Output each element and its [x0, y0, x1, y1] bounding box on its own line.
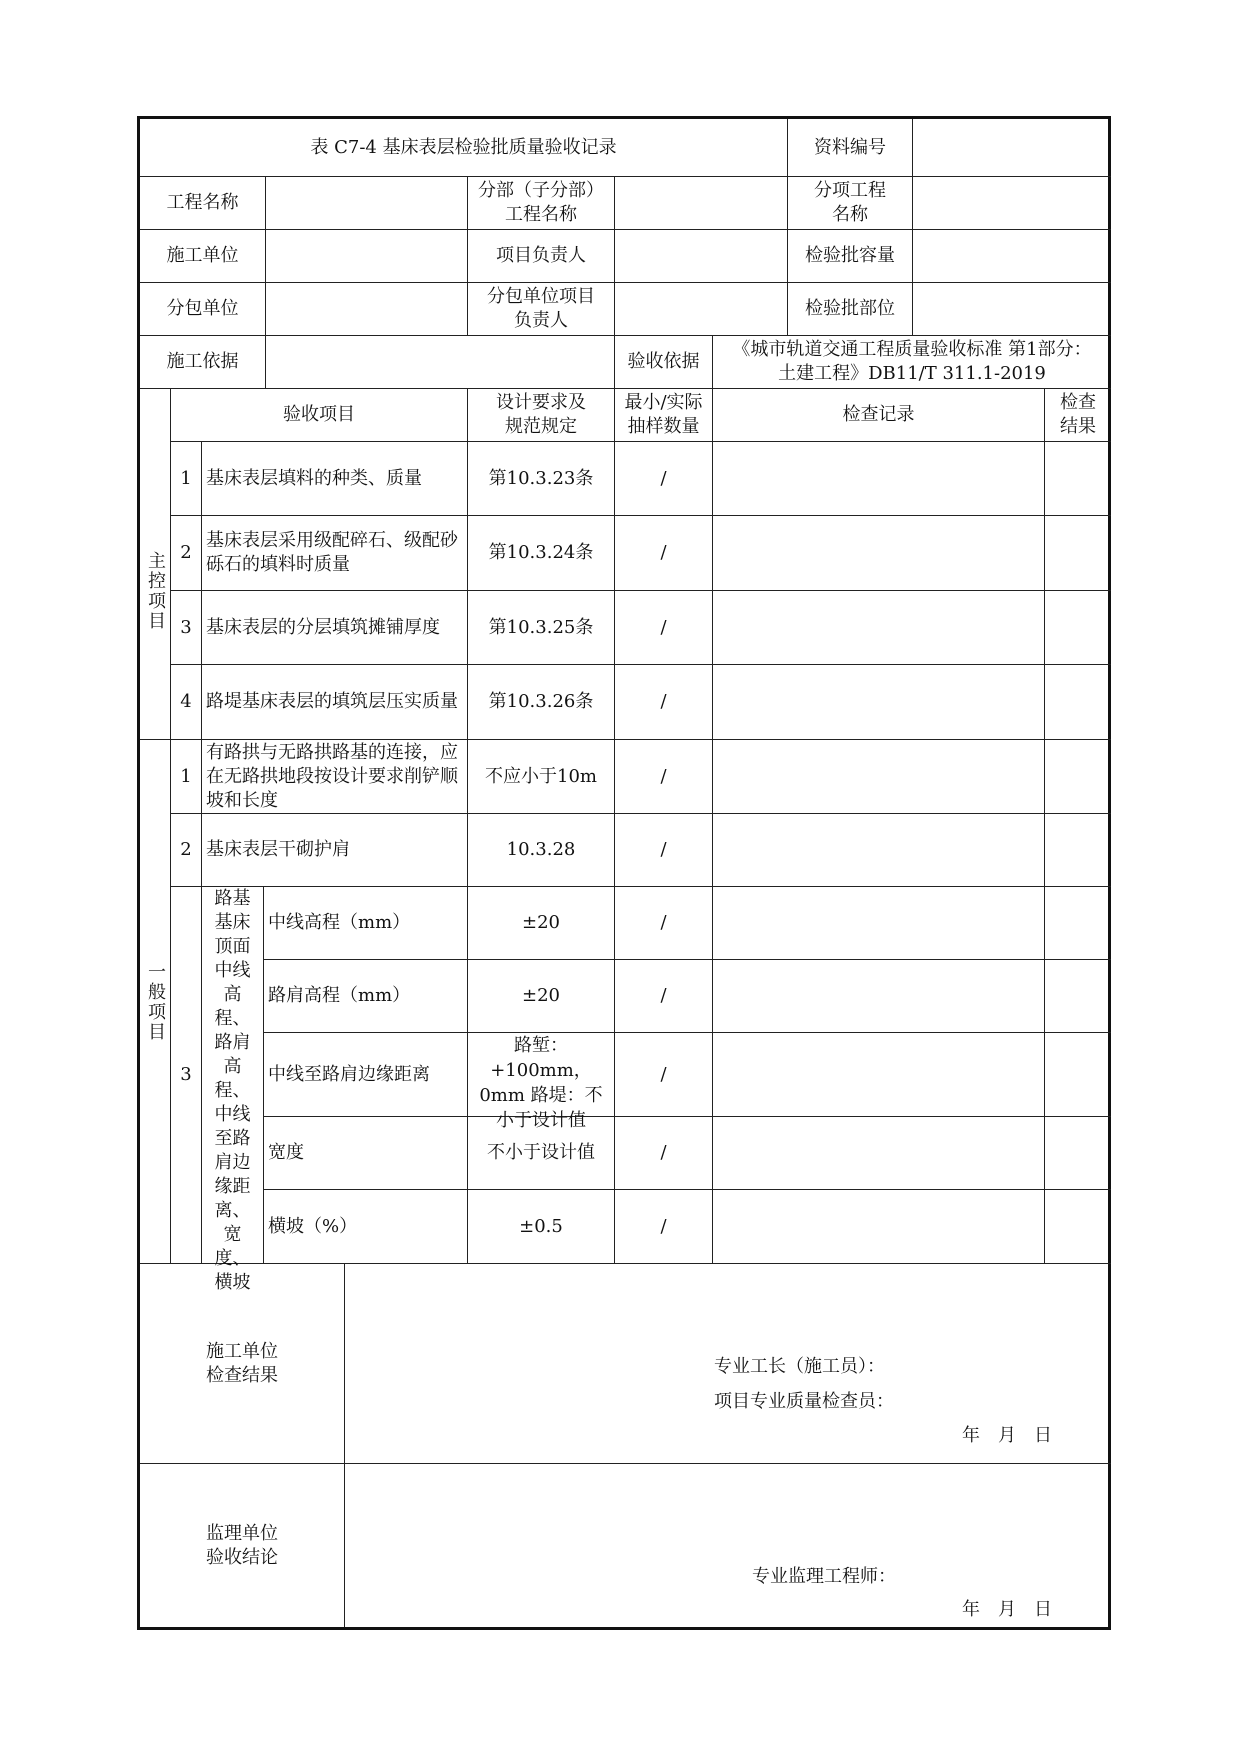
batch-capacity-label: 检验批容量 [788, 230, 913, 283]
col-result [1045, 389, 1111, 442]
main-row-3-result[interactable] [1045, 591, 1111, 665]
main-row-4-record[interactable] [713, 665, 1045, 740]
sub-row-1-req: ±20 [468, 887, 615, 960]
col-result-line-2: 结果 [1060, 416, 1096, 437]
sub-row-5-sample[interactable]: / [615, 1190, 713, 1264]
general-row-2-record[interactable] [713, 814, 1045, 887]
sub-row-3-result[interactable] [1045, 1033, 1111, 1117]
header-spacer [140, 389, 171, 442]
general-row-1-no: 1 [171, 740, 202, 814]
sub-row-5-record[interactable] [713, 1190, 1045, 1264]
sub-row-1-record[interactable] [713, 887, 1045, 960]
main-row-1-no: 1 [171, 442, 202, 516]
sub-division-label [468, 177, 615, 230]
main-row-4-no: 4 [171, 665, 202, 740]
construction-basis-field[interactable] [266, 336, 615, 389]
main-row-1-record[interactable] [713, 442, 1045, 516]
col-requirement-line-2: 规范规定 [505, 416, 577, 437]
main-row-3-sample[interactable]: / [615, 591, 713, 665]
general-row-2-req: 10.3.28 [468, 814, 615, 887]
project-name-label: 工程名称 [140, 177, 266, 230]
supervisor-result-line-1: 监理单位 [206, 1522, 278, 1544]
sub-manager-label-line-1: 分包单位项目 [487, 286, 595, 307]
main-row-4-sample[interactable]: / [615, 665, 713, 740]
general-row-3-no: 3 [171, 887, 202, 1264]
inspection-record-form [137, 116, 1111, 1630]
form-title: 表 C7-4 基床表层检验批质量验收记录 [140, 119, 788, 177]
sub-row-1-sample[interactable]: / [615, 887, 713, 960]
sub-row-1-result[interactable] [1045, 887, 1111, 960]
general-row-2-sample[interactable]: / [615, 814, 713, 887]
subcontractor-field[interactable] [266, 283, 468, 336]
acceptance-basis-label: 验收依据 [615, 336, 713, 389]
sub-manager-label [468, 283, 615, 336]
project-manager-label: 项目负责人 [468, 230, 615, 283]
quality-inspector-signature-label: 项目专业质量检查员： [714, 1391, 894, 1412]
contractor-label: 施工单位 [140, 230, 266, 283]
main-row-1-sample[interactable]: / [615, 442, 713, 516]
main-group-label: 主控项目 [140, 442, 171, 740]
main-row-2-no: 2 [171, 516, 202, 591]
main-row-3-name: 基床表层的分层填筑摊铺厚度 [202, 591, 468, 665]
col-record: 检查记录 [713, 389, 1045, 442]
sub-division-label-line-1: 分部（子分部） [478, 180, 604, 201]
main-row-4-req: 第10.3.26条 [468, 665, 615, 740]
sub-row-5-result[interactable] [1045, 1190, 1111, 1264]
supervisor-result-label [140, 1464, 345, 1627]
acceptance-basis-value [713, 336, 1111, 389]
general-row-2-result[interactable] [1045, 814, 1111, 887]
sub-division-label-line-2: 工程名称 [505, 204, 577, 225]
sub-row-2-name: 路肩高程（mm） [264, 960, 468, 1033]
general-row-1-req: 不应小于10m [468, 740, 615, 814]
contractor-date: 年 月 日 [962, 1425, 1052, 1446]
main-row-2-sample[interactable]: / [615, 516, 713, 591]
contractor-result-line-2: 检查结果 [206, 1364, 278, 1386]
acceptance-basis-line-2: 土建工程》DB11/T 311.1-2019 [778, 363, 1046, 384]
batch-capacity-field[interactable] [913, 230, 1111, 283]
sub-item-label-line-2: 名称 [832, 204, 868, 225]
sub-row-2-result[interactable] [1045, 960, 1111, 1033]
main-row-3-no: 3 [171, 591, 202, 665]
sub-manager-field[interactable] [615, 283, 788, 336]
general-row-1-sample[interactable]: / [615, 740, 713, 814]
sub-row-2-record[interactable] [713, 960, 1045, 1033]
project-manager-field[interactable] [615, 230, 788, 283]
sub-row-4-name: 宽度 [264, 1117, 468, 1190]
general-row-3-label: 路基基床顶面中线高程、路肩高程、中线至路肩边缘距离、宽度、横坡 [202, 887, 264, 1264]
main-row-1-result[interactable] [1045, 442, 1111, 516]
supervisor-date: 年 月 日 [962, 1599, 1052, 1620]
main-row-1-name: 基床表层填料的种类、质量 [202, 442, 468, 516]
sub-row-3-req: 路堑：+100mm，0mm 路堤：不小于设计值 [468, 1033, 615, 1117]
sub-row-3-sample[interactable]: / [615, 1033, 713, 1117]
main-row-1-req: 第10.3.23条 [468, 442, 615, 516]
col-sample-line-1: 最小/实际 [624, 392, 703, 413]
sub-row-5-name: 横坡（%） [264, 1190, 468, 1264]
main-row-4-result[interactable] [1045, 665, 1111, 740]
sub-row-4-sample[interactable]: / [615, 1117, 713, 1190]
construction-basis-label: 施工依据 [140, 336, 266, 389]
col-sample [615, 389, 713, 442]
col-sample-line-2: 抽样数量 [627, 416, 700, 437]
sub-item-field[interactable] [913, 177, 1111, 230]
main-row-4-name: 路堤基床表层的填筑层压实质量 [202, 665, 468, 740]
batch-location-label: 检验批部位 [788, 283, 913, 336]
sub-row-4-result[interactable] [1045, 1117, 1111, 1190]
main-row-2-name: 基床表层采用级配碎石、级配砂砾石的填料时质量 [202, 516, 468, 591]
col-requirement [468, 389, 615, 442]
general-row-1-record[interactable] [713, 740, 1045, 814]
sub-row-5-req: ±0.5 [468, 1190, 615, 1264]
foreman-signature-label: 专业工长（施工员）： [714, 1356, 885, 1377]
record-no-label: 资料编号 [788, 119, 913, 177]
main-row-2-req: 第10.3.24条 [468, 516, 615, 591]
subcontractor-label: 分包单位 [140, 283, 266, 336]
project-name-field[interactable] [266, 177, 468, 230]
general-group-label: 一般项目 [140, 740, 171, 1264]
sub-row-3-name: 中线至路肩边缘距离 [264, 1033, 468, 1117]
sub-row-4-record[interactable] [713, 1117, 1045, 1190]
main-row-2-record[interactable] [713, 516, 1045, 591]
general-row-2-no: 2 [171, 814, 202, 887]
supervisor-engineer-signature-label: 专业监理工程师： [752, 1566, 896, 1587]
sub-item-label-line-1: 分项工程 [814, 180, 886, 201]
contractor-result-line-1: 施工单位 [206, 1340, 278, 1362]
batch-location-field[interactable] [913, 283, 1111, 336]
main-row-3-record[interactable] [713, 591, 1045, 665]
supervisor-result-line-2: 验收结论 [206, 1546, 278, 1568]
sub-row-2-sample[interactable]: / [615, 960, 713, 1033]
contractor-result-label [140, 1264, 345, 1464]
col-requirement-line-1: 设计要求及 [496, 392, 586, 413]
main-row-2-result[interactable] [1045, 516, 1111, 591]
general-row-1-result[interactable] [1045, 740, 1111, 814]
sub-item-label [788, 177, 913, 230]
sub-row-3-record[interactable] [713, 1033, 1045, 1117]
record-no-field[interactable] [913, 119, 1111, 177]
sub-row-4-req: 不小于设计值 [468, 1117, 615, 1190]
col-result-line-1: 检查 [1060, 392, 1096, 413]
main-row-3-req: 第10.3.25条 [468, 591, 615, 665]
sub-row-2-req: ±20 [468, 960, 615, 1033]
col-item: 验收项目 [171, 389, 468, 442]
sub-division-field[interactable] [615, 177, 788, 230]
sub-row-1-name: 中线高程（mm） [264, 887, 468, 960]
acceptance-basis-line-1: 《城市轨道交通工程质量验收标准 第1部分： [732, 339, 1092, 360]
sub-manager-label-line-2: 负责人 [514, 310, 568, 331]
general-row-1-name: 有路拱与无路拱路基的连接，应在无路拱地段按设计要求削铲顺坡和长度 [202, 740, 468, 814]
contractor-field[interactable] [266, 230, 468, 283]
general-row-2-name: 基床表层干砌护肩 [202, 814, 468, 887]
